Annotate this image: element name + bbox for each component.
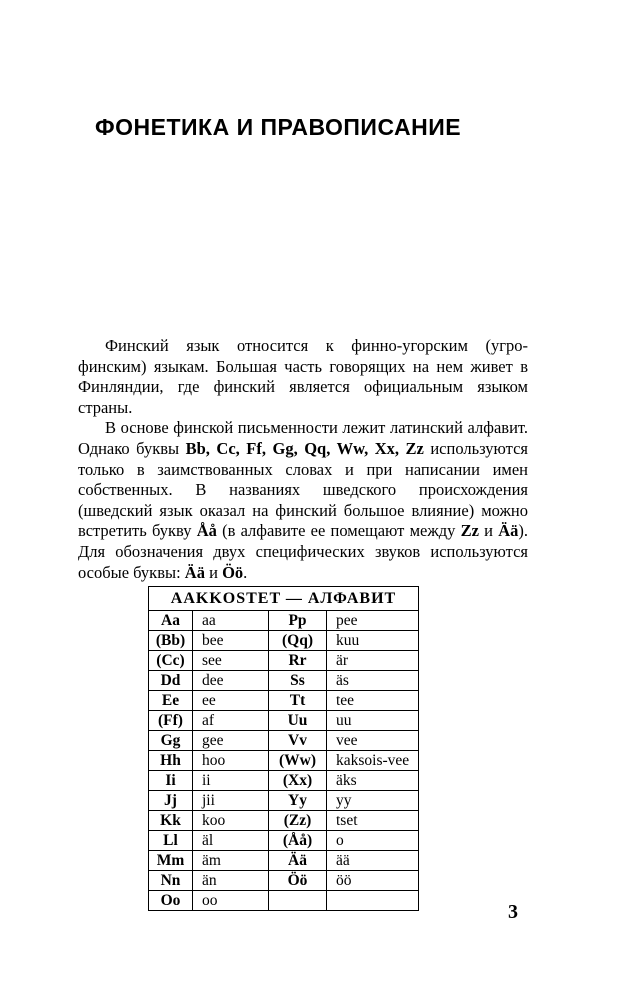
table-row — [149, 671, 419, 691]
letter-name-cell: äks — [327, 771, 419, 791]
table-row — [149, 611, 419, 631]
letter-name-cell: uu — [327, 711, 419, 731]
letter-cell: (Åå) — [269, 831, 327, 851]
letter-cell: (Cc) — [149, 651, 193, 671]
letter-cell: (Qq) — [269, 631, 327, 651]
letter-name-cell — [327, 891, 419, 911]
letter-cell: Ee — [149, 691, 193, 711]
letter-name-cell: hoo — [193, 751, 269, 771]
letter-name-cell: ee — [193, 691, 269, 711]
letter-name-cell: än — [193, 871, 269, 891]
letter-cell: Pp — [269, 611, 327, 631]
table-row — [149, 811, 419, 831]
letter-cell: (Zz) — [269, 811, 327, 831]
table-row — [149, 831, 419, 851]
paragraph: Финский язык относится к финно-угорским (угро-финским) языкам. Большая часть говорящих на нем живет в Финляндии, где финский является официальным языком страны. — [78, 336, 528, 417]
letter-cell: Jj — [149, 791, 193, 811]
page-number: 3 — [508, 901, 518, 923]
letter-name-cell: ää — [327, 851, 419, 871]
letter-cell: Mm — [149, 851, 193, 871]
table-row — [149, 791, 419, 811]
letter-name-cell: öö — [327, 871, 419, 891]
letter-name-cell: tset — [327, 811, 419, 831]
letter-cell: Ii — [149, 771, 193, 791]
table-title: AAKKOSTET — АЛФАВИТ — [149, 587, 419, 611]
table-row — [149, 891, 419, 911]
table-row — [149, 651, 419, 671]
table-row — [149, 871, 419, 891]
letter-name-cell: see — [193, 651, 269, 671]
letter-name-cell: kaksois-vee — [327, 751, 419, 771]
letter-name-cell: koo — [193, 811, 269, 831]
table-row — [149, 771, 419, 791]
table-row — [149, 731, 419, 751]
letter-name-cell: jii — [193, 791, 269, 811]
letter-name-cell: äl — [193, 831, 269, 851]
letter-cell: Ll — [149, 831, 193, 851]
letter-cell: Tt — [269, 691, 327, 711]
letter-cell: Oo — [149, 891, 193, 911]
letter-cell — [269, 891, 327, 911]
letter-name-cell: o — [327, 831, 419, 851]
table-row — [149, 751, 419, 771]
letter-cell: Rr — [269, 651, 327, 671]
letter-name-cell: af — [193, 711, 269, 731]
letter-cell: (Bb) — [149, 631, 193, 651]
letter-name-cell: äm — [193, 851, 269, 871]
letter-cell: Nn — [149, 871, 193, 891]
letter-name-cell: dee — [193, 671, 269, 691]
letter-name-cell: bee — [193, 631, 269, 651]
table-row — [149, 631, 419, 651]
letter-cell: Vv — [269, 731, 327, 751]
letter-name-cell: äs — [327, 671, 419, 691]
letter-name-cell: oo — [193, 891, 269, 911]
letter-name-cell: yy — [327, 791, 419, 811]
letter-cell: Aa — [149, 611, 193, 631]
letter-cell: Hh — [149, 751, 193, 771]
letter-name-cell: gee — [193, 731, 269, 751]
letter-cell: Gg — [149, 731, 193, 751]
letter-cell: Uu — [269, 711, 327, 731]
body-text — [78, 336, 528, 583]
letter-cell: (Ff) — [149, 711, 193, 731]
paragraph: В основе финской письменности лежит латинский алфавит. Однако буквы Bb, Cc, Ff, Gg, Qq, Ww, Xx, Zz используются только в заимствованных словах и при написании имен собственных. В названиях шведского происхождения (шведский язык оказал на финский большое влияние) можно встретить букву Åå (в алфавите ее помещают между Zz и Ää). Для обозначения двух специфических звуков используются особые буквы: Ää и Öö. — [78, 418, 528, 582]
letter-name-cell: tee — [327, 691, 419, 711]
letter-cell: (Xx) — [269, 771, 327, 791]
chapter-title: ФОНЕТИКА И ПРАВОПИСАНИЕ — [95, 114, 462, 140]
alphabet-table — [148, 586, 419, 911]
table-header-row — [149, 587, 419, 611]
letter-cell: Kk — [149, 811, 193, 831]
letter-name-cell: aa — [193, 611, 269, 631]
letter-cell: Yy — [269, 791, 327, 811]
letter-cell: (Ww) — [269, 751, 327, 771]
letter-cell: Dd — [149, 671, 193, 691]
table-row — [149, 691, 419, 711]
table-row — [149, 851, 419, 871]
letter-cell: Ss — [269, 671, 327, 691]
letter-name-cell: pee — [327, 611, 419, 631]
letter-name-cell: ii — [193, 771, 269, 791]
table-row — [149, 711, 419, 731]
letter-cell: Öö — [269, 871, 327, 891]
letter-name-cell: vee — [327, 731, 419, 751]
letter-cell: Ää — [269, 851, 327, 871]
letter-name-cell: kuu — [327, 631, 419, 651]
letter-name-cell: är — [327, 651, 419, 671]
